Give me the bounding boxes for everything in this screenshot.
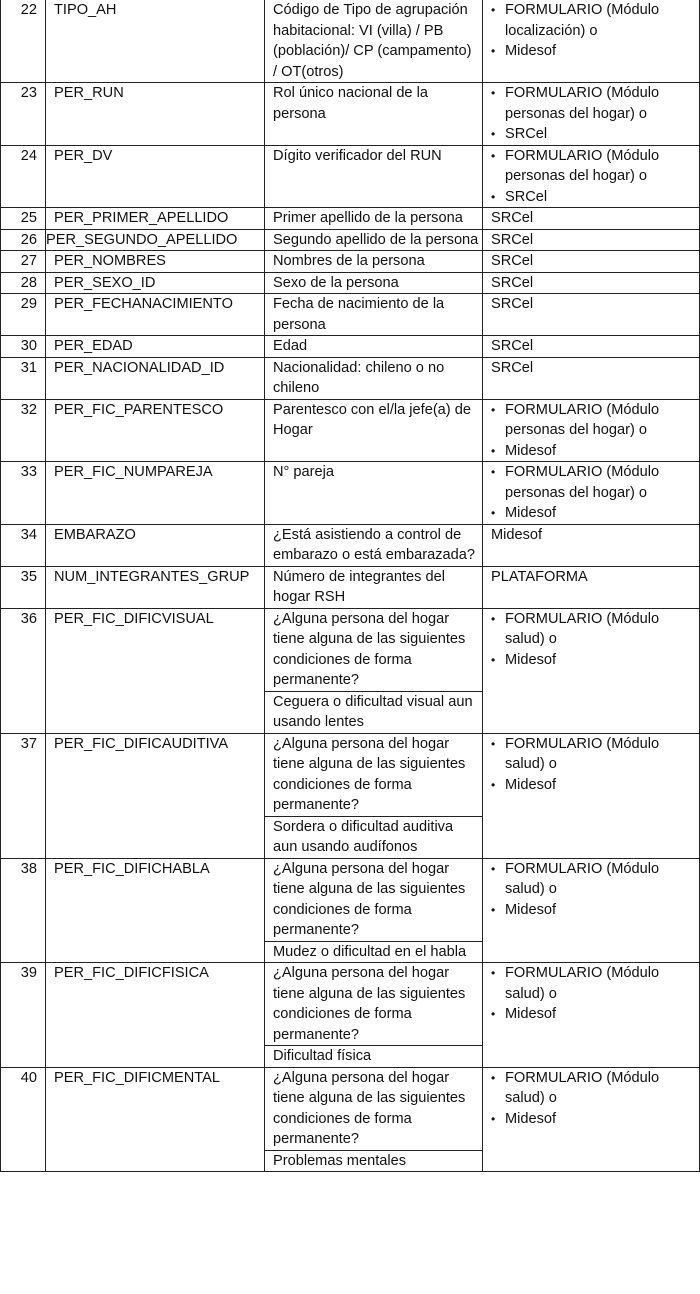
row-number: 37	[1, 733, 46, 858]
variable-description: Mudez o dificultad en el habla	[265, 941, 483, 963]
data-source	[483, 566, 700, 608]
variable-description: Sordera o dificultad auditiva aun usando audífonos	[265, 816, 483, 858]
variable-name: PER_FECHANACIMIENTO	[46, 294, 265, 336]
source-list-item: • Midesof	[491, 1004, 696, 1025]
table-row	[1, 208, 700, 230]
row-number: 35	[1, 566, 46, 608]
source-list	[491, 609, 696, 671]
source-list	[491, 83, 696, 145]
variable-description: Número de integrantes del hogar RSH	[265, 566, 483, 608]
data-source	[483, 229, 700, 251]
data-source	[483, 608, 700, 733]
variable-description: Rol único nacional de la persona	[265, 83, 483, 146]
table-row	[1, 251, 700, 273]
data-source	[483, 1067, 700, 1172]
variable-name: NUM_INTEGRANTES_GRUP	[46, 566, 265, 608]
table-row	[1, 83, 700, 146]
table-row	[1, 0, 700, 83]
variable-description: ¿Alguna persona del hogar tiene alguna de las siguientes condiciones de forma permanente?	[265, 608, 483, 691]
data-source	[483, 733, 700, 858]
data-source	[483, 251, 700, 273]
source-text: SRCel	[491, 296, 534, 312]
variable-description: ¿Alguna persona del hogar tiene alguna de las siguientes condiciones de forma permanente?	[265, 1067, 483, 1150]
variable-description: Código de Tipo de agrupación habitacional: VI (villa) / PB (población)/ CP (campamento) / OT(otros)	[265, 0, 483, 83]
row-number: 38	[1, 858, 46, 963]
data-source	[483, 0, 700, 83]
source-list-item: • FORMULARIO (Módulo salud) o	[491, 609, 696, 650]
table-row	[1, 566, 700, 608]
table-row	[1, 145, 700, 208]
source-list	[491, 400, 696, 462]
table-row	[1, 357, 700, 399]
source-list-item: • Midesof	[491, 775, 696, 796]
row-number: 31	[1, 357, 46, 399]
row-number: 23	[1, 83, 46, 146]
variable-name: PER_FIC_DIFICFISICA	[46, 963, 265, 1068]
row-number: 40	[1, 1067, 46, 1172]
source-text: PLATAFORMA	[491, 568, 588, 585]
source-list-item: • Midesof	[491, 1109, 696, 1130]
variable-name: PER_RUN	[46, 83, 265, 146]
source-text: Midesof	[491, 526, 543, 543]
variable-description: Nombres de la persona	[265, 251, 483, 273]
source-text: SRCel	[491, 274, 534, 291]
source-text: SRCel	[491, 253, 534, 269]
source-list-item: • FORMULARIO (Módulo personas del hogar) o	[491, 146, 696, 187]
variable-name: PER_SEGUNDO_APELLIDO	[46, 229, 265, 251]
data-source	[483, 357, 700, 399]
source-list-item: • Midesof	[491, 650, 696, 671]
data-source	[483, 208, 700, 230]
variable-name: PER_FIC_PARENTESCO	[46, 399, 265, 462]
row-number: 32	[1, 399, 46, 462]
source-list-item: • FORMULARIO (Módulo salud) o	[491, 1068, 696, 1109]
table-row	[1, 608, 700, 691]
variable-name: PER_FIC_DIFICVISUAL	[46, 608, 265, 733]
source-list	[491, 462, 696, 524]
source-list	[491, 1068, 696, 1130]
variable-description: Sexo de la persona	[265, 272, 483, 294]
variable-description: Dificultad física	[265, 1046, 483, 1068]
row-number: 39	[1, 963, 46, 1068]
variable-name: PER_FIC_DIFICHABLA	[46, 858, 265, 963]
source-list-item: • FORMULARIO (Módulo salud) o	[491, 859, 696, 900]
table-row	[1, 858, 700, 941]
row-number: 33	[1, 462, 46, 525]
table-row	[1, 524, 700, 566]
row-number: 29	[1, 294, 46, 336]
row-number: 27	[1, 251, 46, 273]
data-source	[483, 963, 700, 1068]
variable-name: TIPO_AH	[46, 0, 265, 83]
row-number: 36	[1, 608, 46, 733]
variable-description: Edad	[265, 336, 483, 358]
source-list-item: • FORMULARIO (Módulo personas del hogar) o	[491, 83, 696, 124]
data-source	[483, 462, 700, 525]
data-source	[483, 83, 700, 146]
source-list-item: • FORMULARIO (Módulo personas del hogar) o	[491, 462, 696, 503]
table-row	[1, 1067, 700, 1150]
data-source	[483, 336, 700, 358]
source-list-item: • Midesof	[491, 900, 696, 921]
variable-description: Parentesco con el/la jefe(a) de Hogar	[265, 399, 483, 462]
data-source	[483, 272, 700, 294]
source-list-item: • SRCel	[491, 124, 696, 145]
variable-description: Problemas mentales	[265, 1150, 483, 1172]
variable-name: PER_EDAD	[46, 336, 265, 358]
source-list-item: • FORMULARIO (Módulo personas del hogar) o	[491, 400, 696, 441]
variable-name: PER_FIC_NUMPAREJA	[46, 462, 265, 525]
variable-name: PER_FIC_DIFICAUDITIVA	[46, 733, 265, 858]
table-row	[1, 963, 700, 1046]
variable-description: Nacionalidad: chileno o no chileno	[265, 357, 483, 399]
variable-name: PER_NACIONALIDAD_ID	[46, 357, 265, 399]
source-list	[491, 859, 696, 921]
row-number: 26	[1, 229, 46, 251]
variable-name: PER_DV	[46, 145, 265, 208]
row-number: 25	[1, 208, 46, 230]
variable-name: EMBARAZO	[46, 524, 265, 566]
variable-description: N° pareja	[265, 462, 483, 525]
data-source	[483, 294, 700, 336]
variable-name: PER_NOMBRES	[46, 251, 265, 273]
source-list-item: • Midesof	[491, 503, 696, 524]
table-row	[1, 336, 700, 358]
variable-description: Ceguera o dificultad visual aun usando lentes	[265, 691, 483, 733]
table-row	[1, 462, 700, 525]
source-list	[491, 0, 696, 62]
source-list	[491, 734, 696, 796]
variables-table-body	[1, 0, 700, 1172]
source-text: SRCel	[491, 231, 534, 248]
row-number: 28	[1, 272, 46, 294]
source-text: SRCel	[491, 210, 534, 226]
source-text: SRCel	[491, 338, 534, 354]
variable-description: Dígito verificador del RUN	[265, 145, 483, 208]
source-text: SRCel	[491, 359, 534, 376]
variable-description: ¿Está asistiendo a control de embarazo o está embarazada?	[265, 524, 483, 566]
source-list-item: • Midesof	[491, 441, 696, 462]
row-number: 24	[1, 145, 46, 208]
source-list-item: • FORMULARIO (Módulo salud) o	[491, 963, 696, 1004]
variable-description: Primer apellido de la persona	[265, 208, 483, 230]
data-source	[483, 145, 700, 208]
variable-description: ¿Alguna persona del hogar tiene alguna de las siguientes condiciones de forma permanente?	[265, 733, 483, 816]
source-list-item: • SRCel	[491, 187, 696, 208]
source-list-item: • Midesof	[491, 41, 696, 62]
table-row	[1, 272, 700, 294]
row-number: 22	[1, 0, 46, 83]
variable-name: PER_FIC_DIFICMENTAL	[46, 1067, 265, 1172]
variable-description: ¿Alguna persona del hogar tiene alguna de las siguientes condiciones de forma permanente?	[265, 858, 483, 941]
table-row	[1, 733, 700, 816]
data-source	[483, 524, 700, 566]
source-list-item: • FORMULARIO (Módulo localización) o	[491, 0, 696, 41]
variable-name: PER_PRIMER_APELLIDO	[46, 208, 265, 230]
data-source	[483, 399, 700, 462]
source-list-item: • FORMULARIO (Módulo salud) o	[491, 734, 696, 775]
variable-description: Fecha de nacimiento de la persona	[265, 294, 483, 336]
variable-description: Segundo apellido de la persona	[265, 229, 483, 251]
variable-description: ¿Alguna persona del hogar tiene alguna de las siguientes condiciones de forma permanente?	[265, 963, 483, 1046]
variable-name: PER_SEXO_ID	[46, 272, 265, 294]
source-list	[491, 963, 696, 1025]
source-list	[491, 146, 696, 208]
row-number: 34	[1, 524, 46, 566]
row-number: 30	[1, 336, 46, 358]
table-row	[1, 229, 700, 251]
table-row	[1, 294, 700, 336]
table-row	[1, 399, 700, 462]
data-source	[483, 858, 700, 963]
